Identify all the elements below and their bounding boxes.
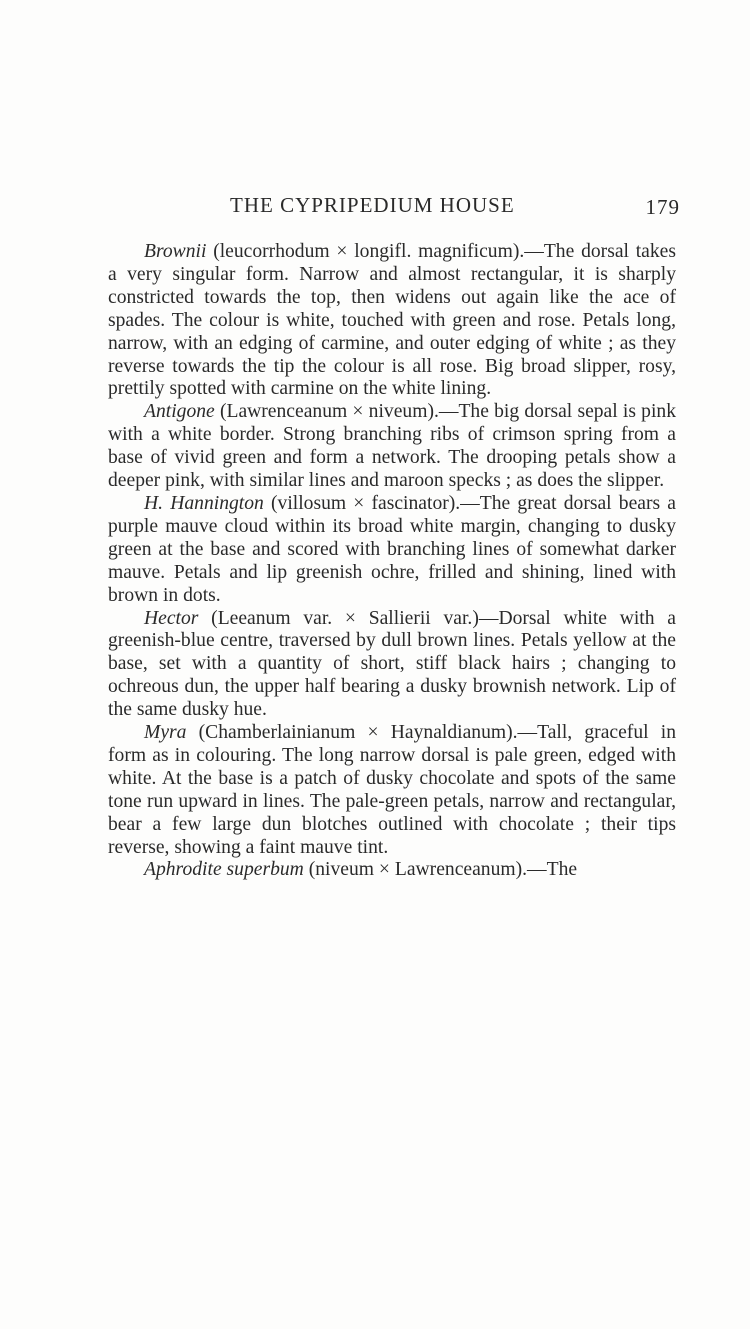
entry-name: Brownii [144, 241, 207, 262]
entry-aphrodite-superbum [108, 859, 676, 882]
body-text [108, 241, 676, 882]
entry-antigone [108, 401, 676, 493]
entry-name: Hector [144, 607, 199, 629]
page-number: 179 [645, 195, 680, 219]
entry-text: (Chamberlainianum × Haynaldianum).—Tall, graceful in form as in colouring. The long narrow dorsal is pale green, edged with white. At the base is a patch of dusky chocolate and spots of the same tone run upward in lines. The pale-green petals, narrow and rectangular, bear a few large dun blotches outlined with chocolate ; their tips reverse, showing a faint mauve tint. [108, 722, 676, 858]
entry-text: (leucorrhodum × longifl. magnificum).—The dorsal takes a very singular form. Narrow and almost rectangular, it is sharply constricted towards the top, then widens out again like the ace of spades. The colour is white, touched with green and rose. Petals long, narrow, with an edging of carmine, and outer edging of white ; as they reverse towards the tip the colour is all rose. Big broad slipper, rosy, prettily spotted with carmine on the white lining. [108, 241, 676, 400]
running-title: THE CYPRIPEDIUM HOUSE [230, 193, 515, 217]
entry-text: (niveum × Lawrenceanum).—The [303, 859, 578, 881]
running-head [108, 193, 680, 223]
entry-text: (villosum × fascinator).—The great dorsal bears a purple mauve cloud within its broad white margin, changing to dusky green at the base and scored with branching lines of somewhat darker mauve. Petals and lip greenish ochre, frilled and shining, lined with brown in dots. [108, 492, 677, 606]
entry-text: (Lawrenceanum × niveum).—The big dorsal sepal is pink with a white border. Strong branching ribs of crimson spring from a base of vivid green and form a network. The drooping petals show a deeper pink, with similar lines and maroon specks ; as does the slipper. [108, 401, 676, 492]
entry-myra [108, 722, 676, 859]
entry-hector [108, 608, 676, 723]
entry-name: Myra [144, 722, 187, 744]
entry-text: (Leeanum var. × Sallierii var.)—Dorsal white with a greenish-blue centre, traversed by dull brown lines. Petals yellow at the base, set with a quantity of short, stiff black hairs ; changing to ochreous dun, the upper half bearing a dusky brownish network. Lip of the same dusky hue. [108, 607, 676, 721]
entry-brownii [108, 241, 676, 401]
entry-h-hannington [108, 493, 676, 608]
entry-name: H. Hannington [144, 492, 264, 514]
entry-name: Antigone [144, 401, 215, 423]
entry-name: Aphrodite superbum [144, 859, 304, 881]
